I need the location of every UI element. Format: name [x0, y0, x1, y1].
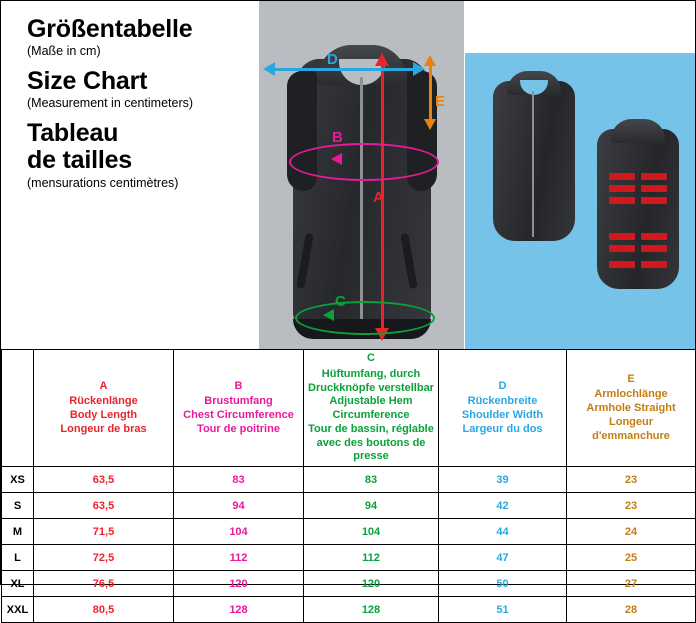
cell-a: 76,5 [34, 571, 174, 597]
cell-c: 104 [304, 519, 439, 545]
heating-element [609, 233, 635, 240]
table-row [2, 519, 696, 545]
titles-block [27, 15, 267, 199]
header-line: Body Length [69, 409, 138, 421]
subtitle-english: (Measurement in centimeters) [27, 96, 194, 111]
heating-element [641, 245, 667, 252]
header-line: Longeur d'emmanchure [592, 415, 670, 442]
cell-c: 128 [304, 597, 439, 623]
vest-side-front-zipper [532, 91, 534, 237]
measure-label-c: C [335, 293, 346, 310]
header-column-d [439, 350, 567, 467]
header-line: Hüftumfang, durch [321, 367, 421, 380]
header-letter-d: D [498, 379, 507, 392]
heating-element [641, 233, 667, 240]
cell-e: 28 [567, 597, 696, 623]
table-row [2, 571, 696, 597]
measure-line-e [429, 63, 432, 125]
row-size-label: S [2, 493, 34, 519]
header-line: Tour de bassin, réglable [308, 422, 434, 435]
measure-arrow-c [323, 309, 334, 321]
measure-line-d [269, 68, 419, 71]
cell-c: 94 [304, 493, 439, 519]
header-line: Armlochlänge [594, 388, 668, 401]
cell-a: 80,5 [34, 597, 174, 623]
vest-side-front-shape [493, 81, 575, 241]
heating-element [641, 197, 667, 204]
header-line: Tour de poitrine [197, 422, 280, 435]
cell-a: 63,5 [34, 467, 174, 493]
measure-label-b: B [332, 129, 343, 146]
row-size-label: XS [2, 467, 34, 493]
header-line: Largeur du dos [462, 422, 543, 435]
table-row [2, 597, 696, 623]
table-row [2, 467, 696, 493]
measure-label-e: E [435, 93, 446, 110]
heating-element [609, 185, 635, 192]
header-line: Adjustable Hem [329, 395, 413, 408]
measure-arrow-b [331, 153, 342, 165]
header-letter-a: A [99, 379, 108, 392]
measure-label-a: A [373, 189, 384, 206]
row-size-label: XL [2, 571, 34, 597]
cell-d: 50 [439, 571, 567, 597]
cell-d: 51 [439, 597, 567, 623]
header-line: Druckknöpfe verstellbar [308, 381, 434, 394]
cell-e: 24 [567, 519, 696, 545]
cell-d: 42 [439, 493, 567, 519]
cell-a: 72,5 [34, 545, 174, 571]
title-french-line2: de tailles [27, 146, 132, 175]
cell-a: 71,5 [34, 519, 174, 545]
cell-d: 44 [439, 519, 567, 545]
measure-arrow-e-bottom [424, 119, 436, 130]
table-row [2, 493, 696, 519]
title-german: Größentabelle [27, 15, 193, 43]
title-english: Size Chart [27, 67, 148, 96]
cell-b: 83 [174, 467, 304, 493]
header-line: Armhole Straight [586, 402, 676, 415]
cell-b: 120 [174, 571, 304, 597]
header-column-e [567, 350, 696, 467]
row-size-label: XXL [2, 597, 34, 623]
measure-arrow-e-top [424, 55, 436, 66]
header-line: Rückenlänge [69, 395, 138, 408]
row-size-label: M [2, 519, 34, 545]
measure-ellipse-b [289, 143, 439, 181]
row-size-label: L [2, 545, 34, 571]
header-column-a [34, 350, 174, 467]
header-line: Rückenbreite [467, 395, 538, 408]
cell-a: 63,5 [34, 493, 174, 519]
measure-label-d: D [327, 51, 338, 68]
cell-b: 128 [174, 597, 304, 623]
measure-arrow-d-left [263, 62, 275, 76]
cell-c: 112 [304, 545, 439, 571]
header-letter-e: E [627, 372, 635, 385]
heating-element [641, 173, 667, 180]
cell-c: 120 [304, 571, 439, 597]
illustration-section [1, 1, 695, 349]
header-size [2, 350, 34, 467]
header-line: Longeur de bras [60, 422, 147, 435]
header-column-b [174, 350, 304, 467]
cell-b: 104 [174, 519, 304, 545]
cell-b: 94 [174, 493, 304, 519]
cell-b: 112 [174, 545, 304, 571]
measure-ellipse-c [295, 301, 435, 335]
heating-element [609, 197, 635, 204]
cell-d: 39 [439, 467, 567, 493]
header-line: Brustumfang [204, 395, 273, 408]
table-header-row [2, 350, 696, 467]
heating-element [641, 185, 667, 192]
heating-element [609, 245, 635, 252]
subtitle-german: (Maße in cm) [27, 44, 101, 58]
title-french-line1: Tableau [27, 118, 119, 147]
cell-e: 23 [567, 467, 696, 493]
vest-zipper [360, 77, 363, 335]
heating-element [609, 261, 635, 268]
measure-arrow-a-top [375, 53, 389, 66]
heating-element [641, 261, 667, 268]
cell-e: 23 [567, 493, 696, 519]
header-line: avec des boutons de presse [316, 436, 426, 463]
vest-side-back-collar [611, 119, 665, 143]
table-row [2, 545, 696, 571]
header-line: Shoulder Width [461, 409, 544, 421]
cell-e: 27 [567, 571, 696, 597]
header-letter-b: B [234, 379, 243, 392]
header-letter-c: C [367, 352, 375, 364]
header-line: Chest Circumference [183, 409, 294, 421]
cell-d: 47 [439, 545, 567, 571]
size-table [1, 349, 696, 623]
heating-element [609, 173, 635, 180]
header-line: Circumference [332, 409, 410, 421]
header-column-c [304, 350, 439, 467]
subtitle-french: (mensurations centimètres) [27, 175, 179, 190]
cell-c: 83 [304, 467, 439, 493]
cell-e: 25 [567, 545, 696, 571]
